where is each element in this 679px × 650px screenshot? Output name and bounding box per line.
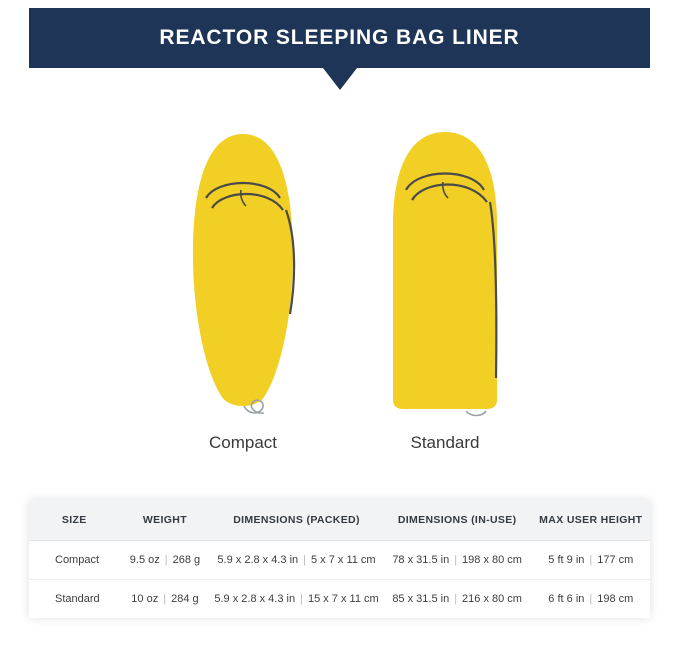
cell-weight — [120, 580, 211, 619]
table-row — [29, 541, 650, 580]
inuse-imperial: 78 x 31.5 in — [392, 554, 450, 566]
cell-dimensions-packed — [210, 580, 382, 619]
spec-table — [29, 500, 650, 618]
header-banner-bar — [29, 8, 650, 68]
standard-liner-icon — [370, 128, 520, 428]
unit-separator: | — [163, 593, 167, 605]
height-imperial: 5 ft 9 in — [548, 554, 585, 566]
unit-separator: | — [303, 554, 306, 566]
page-title: REACTOR SLEEPING BAG LINER — [159, 26, 520, 49]
column-header-weight: WEIGHT — [120, 500, 211, 541]
unit-separator: | — [454, 593, 458, 605]
table-row — [29, 580, 650, 619]
product-standard-label: Standard — [410, 433, 480, 452]
spec-table-body — [29, 541, 650, 619]
packed-metric: 15 x 7 x 11 cm — [307, 593, 379, 605]
weight-imperial: 9.5 oz — [129, 554, 160, 566]
packed-metric: 5 x 7 x 11 cm — [311, 554, 376, 566]
header-banner — [29, 8, 650, 68]
unit-separator: | — [300, 593, 303, 605]
height-metric: 177 cm — [597, 554, 634, 566]
height-imperial: 6 ft 6 in — [548, 593, 585, 605]
banner-notch — [323, 68, 357, 90]
packed-imperial: 5.9 x 2.8 x 4.3 in — [217, 554, 299, 566]
product-illustrations — [0, 110, 679, 460]
cell-size: Compact — [29, 541, 120, 580]
compact-liner-icon — [168, 128, 318, 428]
spec-table-header — [29, 500, 650, 541]
cell-max-user-height — [532, 580, 650, 619]
weight-imperial: 10 oz — [131, 593, 159, 605]
weight-metric: 268 g — [172, 554, 201, 566]
inuse-imperial: 85 x 31.5 in — [392, 593, 450, 605]
product-standard — [370, 128, 520, 452]
table-header-row — [29, 500, 650, 541]
cell-dimensions-packed — [210, 541, 382, 580]
unit-separator: | — [589, 554, 593, 566]
column-header-size: SIZE — [29, 500, 120, 541]
cell-dimensions-in-use — [383, 580, 532, 619]
unit-separator: | — [589, 593, 593, 605]
cell-dimensions-in-use — [383, 541, 532, 580]
product-compact — [168, 128, 318, 452]
column-header-max-user-height: MAX USER HEIGHT — [532, 500, 650, 541]
column-header-dimensions-packed: DIMENSIONS (PACKED) — [210, 500, 382, 541]
unit-separator: | — [454, 554, 458, 566]
column-header-dimensions-in-use: DIMENSIONS (IN-USE) — [383, 500, 532, 541]
packed-imperial: 5.9 x 2.8 x 4.3 in — [214, 593, 296, 605]
inuse-metric: 216 x 80 cm — [462, 593, 522, 605]
cell-max-user-height — [532, 541, 650, 580]
unit-separator: | — [164, 554, 168, 566]
height-metric: 198 cm — [597, 593, 634, 605]
cell-weight — [120, 541, 211, 580]
product-compact-label: Compact — [208, 433, 278, 452]
spec-table-card — [29, 500, 650, 618]
cell-size: Standard — [55, 593, 100, 605]
inuse-metric: 198 x 80 cm — [462, 554, 522, 566]
weight-metric: 284 g — [171, 593, 199, 605]
